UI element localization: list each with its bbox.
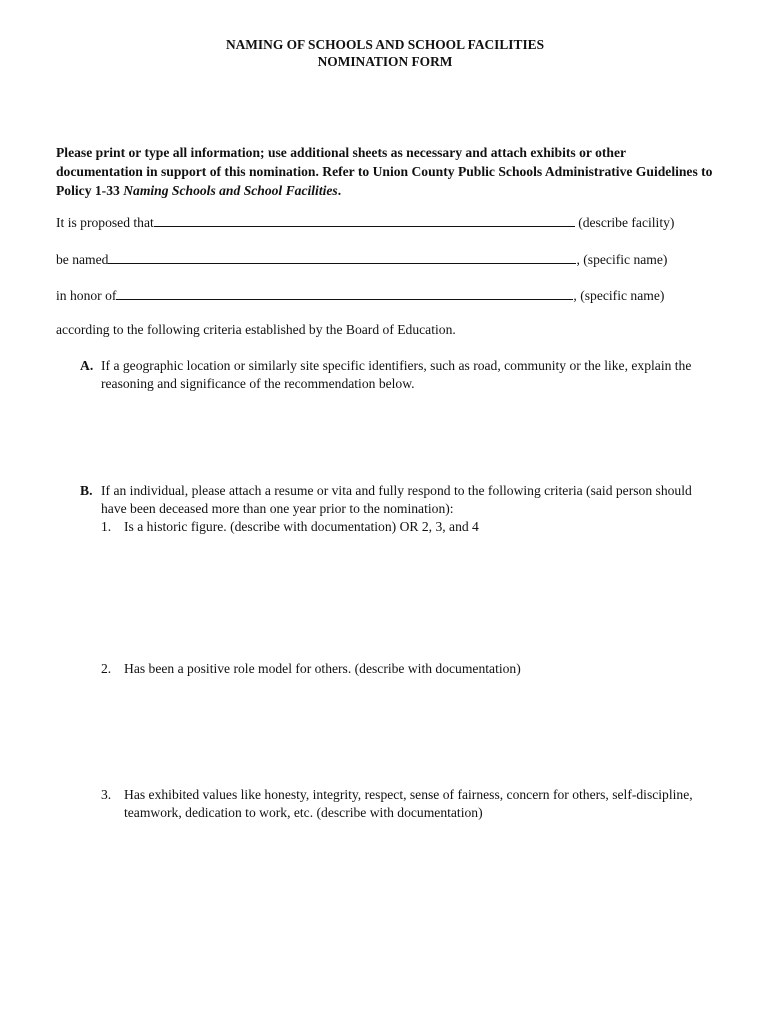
item-3-text: Has exhibited values like honesty, integrity, respect, sense of fairness, concern for others, self-discipline, teamwork, dedication to work, etc. (describe with documentation) [124,787,693,820]
section-a-text: If a geographic location or similarly site specific identifiers, such as road, community or the like, explain the reasoning and significance of the recommendation below. [101,358,692,391]
item-1-text: Is a historic figure. (describe with documentation) OR 2, 3, and 4 [124,519,479,534]
name-blank-line[interactable] [108,250,576,264]
form-subtitle: NOMINATION FORM [317,54,453,69]
honor-row [56,286,716,305]
named-row [56,250,716,269]
honor-blank-line[interactable] [116,286,573,300]
item-1-number: 1. [101,519,112,534]
instructions-paragraph [56,143,716,200]
item-2-number: 2. [101,661,112,676]
item-2-text: Has been a positive role model for others. (describe with documentation) [124,661,521,676]
name-hint: , (specific name) [576,252,668,267]
instructions-end: . [337,183,342,198]
policy-title: Naming Schools and School Facilities [123,183,338,198]
proposed-facility-row [56,213,716,232]
facility-blank-line[interactable] [154,213,575,227]
named-label: be named [56,252,109,267]
honor-label: in honor of [56,288,117,303]
criteria-intro: according to the following criteria established by the Board of Education. [56,322,456,337]
section-b-text: If an individual, please attach a resume or vita and fully respond to the following criteria (said person should have been deceased more than one year prior to the nomination): [101,483,692,516]
section-b-letter: B. [80,483,93,498]
item-3-number: 3. [101,787,112,802]
section-a-letter: A. [80,358,94,373]
form-title: NAMING OF SCHOOLS AND SCHOOL FACILITIES [225,37,545,52]
honor-hint: , (specific name) [573,288,665,303]
facility-hint: (describe facility) [574,215,675,230]
proposed-label: It is proposed that [56,215,154,230]
instructions-text: Please print or type all information; use additional sheets as necessary and attach exhibits or other documentation in support of this nomination. Refer to Union County Public Schools Administrative Guidelines to Policy 1-33 [56,145,713,198]
